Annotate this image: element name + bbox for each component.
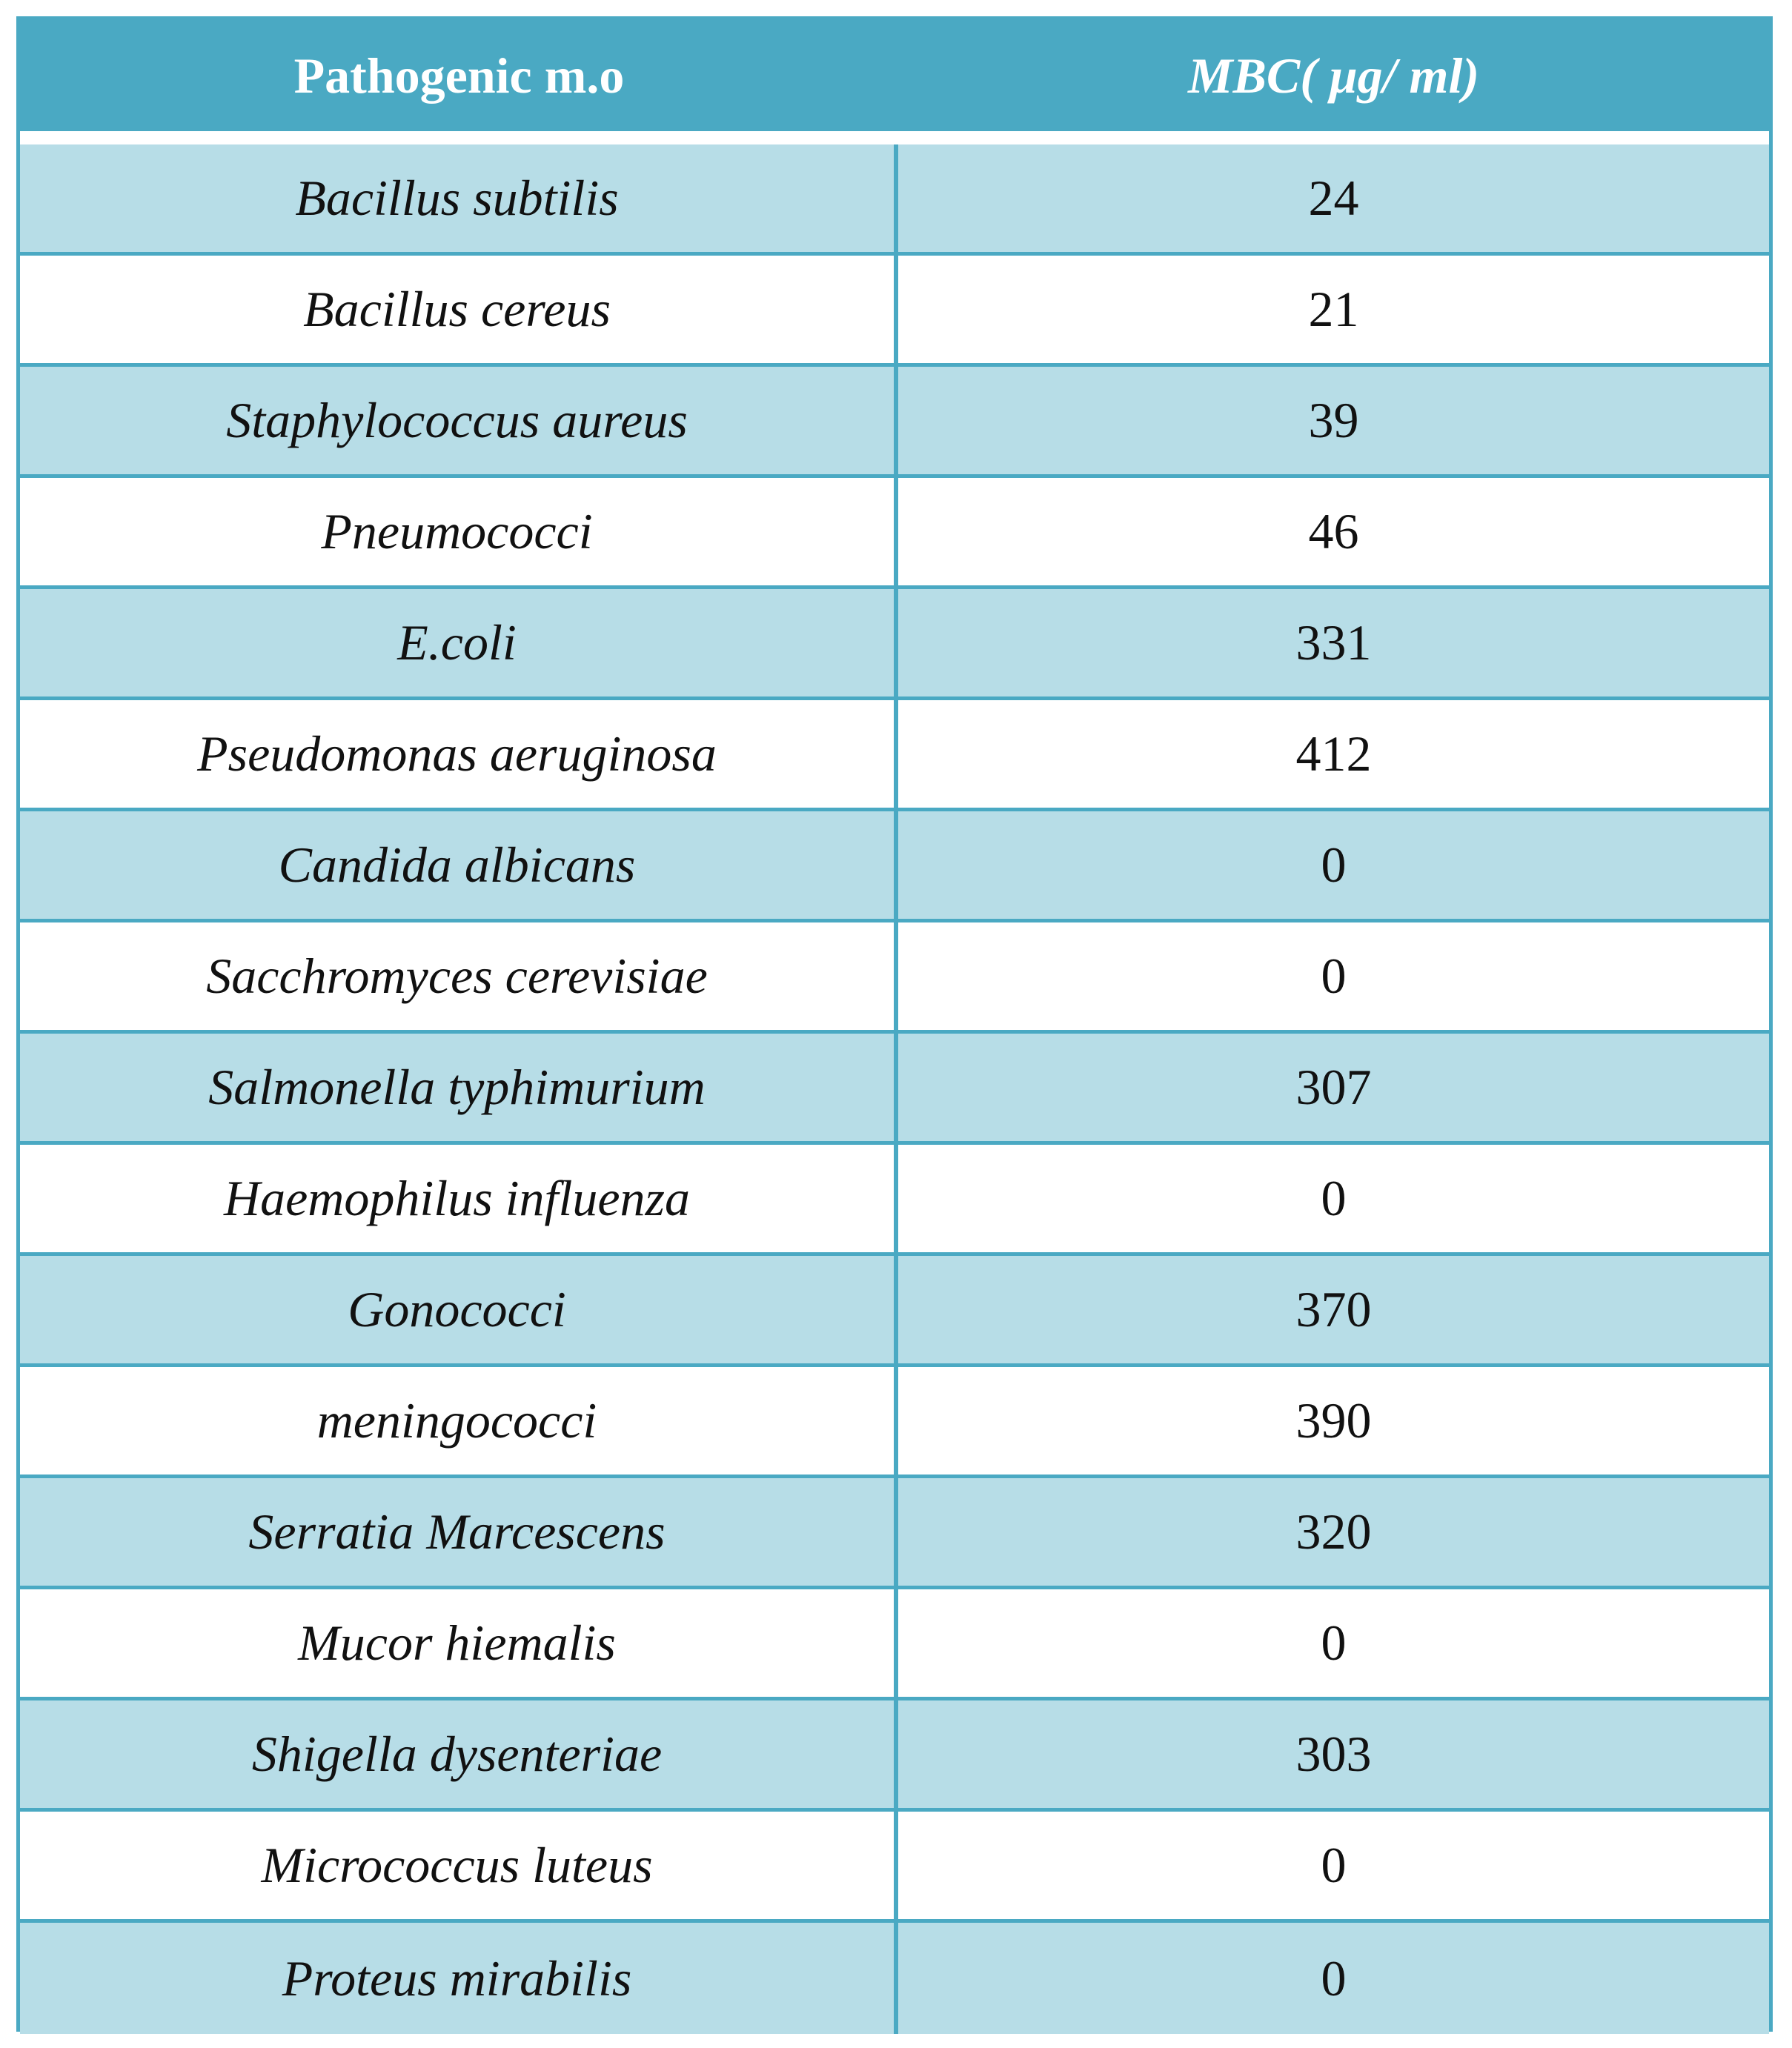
organism-cell: meningococci	[20, 1367, 898, 1475]
mbc-cell: 0	[1321, 1949, 1347, 2007]
organism-cell: Micrococcus luteus	[20, 1812, 898, 1919]
header-organism: Pathogenic m.o	[293, 47, 625, 104]
organism-cell: Mucor hiemalis	[20, 1589, 898, 1697]
mbc-cell: 0	[1321, 948, 1347, 1004]
mbc-cell: 390	[1295, 1392, 1372, 1449]
mbc-cell: 412	[1295, 725, 1372, 782]
table-row	[20, 1145, 1769, 1256]
mbc-cell: 307	[1295, 1059, 1372, 1115]
table-row	[20, 1367, 1769, 1478]
header-mbc: MBC( μg/ ml)	[1188, 47, 1479, 104]
organism-cell: Serratia Marcescens	[20, 1478, 898, 1586]
table-row	[20, 1478, 1769, 1589]
table-row	[20, 1256, 1769, 1367]
table-body	[20, 144, 1769, 2034]
mbc-cell: 46	[1308, 503, 1359, 559]
table-row	[20, 811, 1769, 922]
organism-cell: Haemophilus influenza	[20, 1145, 898, 1252]
table-row	[20, 589, 1769, 700]
organism-cell: Pseudomonas aeruginosa	[20, 700, 898, 808]
organism-cell: E.coli	[20, 589, 898, 696]
mbc-cell: 0	[1321, 837, 1347, 893]
table-row	[20, 700, 1769, 811]
mbc-table	[16, 16, 1773, 2032]
mbc-cell: 21	[1308, 281, 1359, 337]
mbc-cell: 320	[1295, 1503, 1372, 1560]
mbc-cell: 0	[1321, 1615, 1347, 1671]
organism-cell: Salmonella typhimurium	[20, 1034, 898, 1141]
mbc-cell: 24	[1308, 170, 1359, 226]
organism-cell: Proteus mirabilis	[20, 1923, 898, 2034]
table-header-row	[20, 20, 1769, 144]
organism-cell: Shigella dysenteriae	[20, 1700, 898, 1808]
table-row	[20, 922, 1769, 1034]
mbc-cell: 0	[1321, 1837, 1347, 1893]
organism-cell: Sacchromyces cerevisiae	[20, 922, 898, 1030]
table-row	[20, 256, 1769, 367]
table-row	[20, 1923, 1769, 2034]
table-row	[20, 1589, 1769, 1700]
table-row	[20, 367, 1769, 478]
mbc-cell: 370	[1295, 1281, 1372, 1337]
organism-cell: Candida albicans	[20, 811, 898, 919]
organism-cell: Staphylococcus aureus	[20, 367, 898, 474]
mbc-cell: 303	[1295, 1726, 1372, 1782]
organism-cell: Bacillus subtilis	[20, 144, 898, 252]
organism-cell: Pneumococci	[20, 478, 898, 585]
table-row	[20, 1812, 1769, 1923]
table-row	[20, 1700, 1769, 1812]
table-row	[20, 144, 1769, 256]
mbc-cell: 39	[1308, 392, 1359, 448]
organism-cell: Bacillus cereus	[20, 256, 898, 363]
table-row	[20, 478, 1769, 589]
table-row	[20, 1034, 1769, 1145]
mbc-cell: 0	[1321, 1170, 1347, 1226]
organism-cell: Gonococci	[20, 1256, 898, 1363]
mbc-cell: 331	[1295, 614, 1372, 671]
